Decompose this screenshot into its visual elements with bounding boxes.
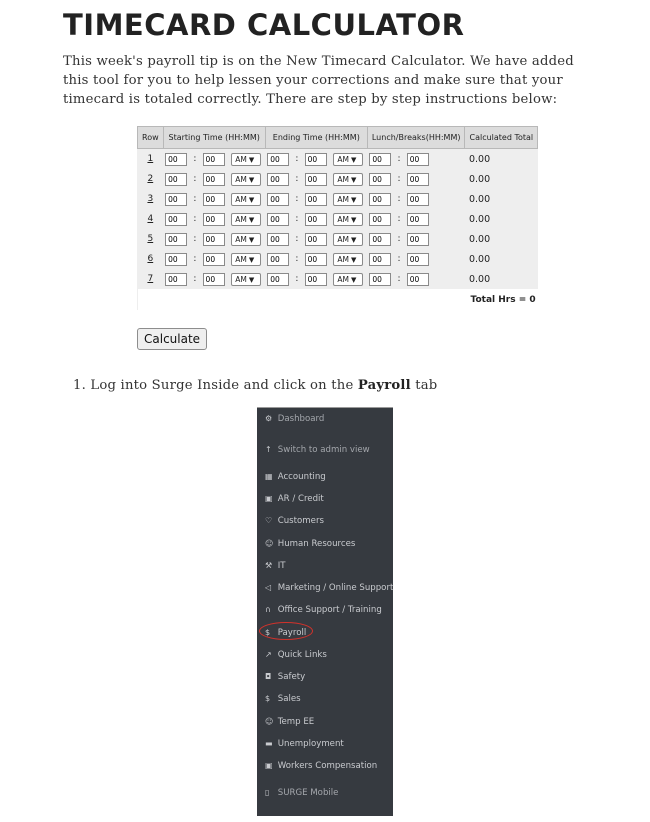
colon-separator: : <box>295 174 299 184</box>
bullhorn-icon: ◁ <box>265 583 272 592</box>
start-time-minutes-input[interactable] <box>203 193 225 206</box>
chevron-down-icon: ▼ <box>248 275 255 284</box>
payroll-highlight-circle <box>259 622 313 640</box>
wrench-icon: ⚒ <box>265 561 273 570</box>
end-time-minutes-input[interactable] <box>305 193 327 206</box>
ampm-value: AM <box>337 274 349 284</box>
start-time-ampm-select[interactable] <box>231 233 261 246</box>
ampm-value: AM <box>337 254 349 264</box>
table-row <box>138 229 538 249</box>
end-time-hours-input[interactable] <box>267 233 289 246</box>
row-number-link[interactable]: 4 <box>147 214 154 224</box>
end-time-ampm-select[interactable] <box>333 253 363 266</box>
calculated-total: 0.00 <box>468 273 491 285</box>
start-time-cell <box>163 249 265 269</box>
sidebar-item-accounting[interactable] <box>265 472 326 482</box>
colon-separator: : <box>397 174 401 184</box>
lunch-break-cell <box>367 209 465 229</box>
step-1 <box>73 378 437 393</box>
row-number-link[interactable]: 1 <box>147 154 154 164</box>
row-number-link[interactable]: 3 <box>147 194 154 204</box>
colon-separator: : <box>193 274 197 284</box>
end-time-hours-input[interactable] <box>267 213 289 226</box>
lunch-break-hours-input[interactable] <box>369 153 391 166</box>
lunch-break-minutes-input[interactable] <box>407 273 429 286</box>
sidebar-item-safety[interactable] <box>265 672 305 682</box>
dollar-icon: $ <box>265 628 271 637</box>
sidebar-item-label: Unemployment <box>277 739 344 749</box>
sidebar-item-marketing-online-support[interactable] <box>265 583 393 593</box>
table-row <box>138 189 538 209</box>
sidebar-item-label: Payroll <box>277 628 307 638</box>
step-number: 1. <box>73 378 86 393</box>
end-time-cell <box>265 149 367 170</box>
start-time-hours-input[interactable] <box>165 153 187 166</box>
lunch-break-cell <box>367 269 465 289</box>
ampm-value: AM <box>235 194 247 204</box>
sidebar-item-ar-credit[interactable] <box>265 494 324 504</box>
lunch-break-cell <box>367 149 465 170</box>
sidebar-item-switch-to-admin-view[interactable] <box>265 445 370 455</box>
sidebar-item-it[interactable] <box>265 561 286 571</box>
end-time-hours-input[interactable] <box>267 153 289 166</box>
end-time-ampm-select[interactable] <box>333 213 363 226</box>
sidebar-item-unemployment[interactable] <box>265 739 344 749</box>
colon-separator: : <box>295 154 299 164</box>
table-row <box>138 149 538 170</box>
medkit-icon: ▣ <box>265 761 273 770</box>
ampm-value: AM <box>337 234 349 244</box>
header-row: Row <box>138 127 164 149</box>
colon-separator: : <box>397 214 401 224</box>
sidebar-item-label: AR / Credit <box>277 494 324 504</box>
colon-separator: : <box>397 274 401 284</box>
ampm-value: AM <box>235 274 247 284</box>
lunch-break-cell <box>367 249 465 269</box>
ampm-value: AM <box>337 214 349 224</box>
lunch-break-hours-input[interactable] <box>369 253 391 266</box>
start-time-cell <box>163 269 265 289</box>
lunch-break-cell <box>367 229 465 249</box>
calculated-total: 0.00 <box>468 213 491 225</box>
calculated-total: 0.00 <box>468 253 491 265</box>
row-number-link[interactable]: 5 <box>147 234 154 244</box>
start-time-ampm-select[interactable] <box>231 193 261 206</box>
sidebar-item-label: IT <box>277 561 286 571</box>
start-time-hours-input[interactable] <box>165 213 187 226</box>
row-number-link[interactable]: 6 <box>147 254 154 264</box>
lunch-break-minutes-input[interactable] <box>407 253 429 266</box>
sidebar-item-label: Dashboard <box>277 414 325 424</box>
start-time-minutes-input[interactable] <box>203 273 225 286</box>
colon-separator: : <box>295 274 299 284</box>
sidebar-item-surge-mobile[interactable] <box>265 788 338 798</box>
sidebar-item-label: Human Resources <box>277 539 356 549</box>
end-time-cell <box>265 209 367 229</box>
end-time-ampm-select[interactable] <box>333 153 363 166</box>
header-calculated-total: Calculated Total <box>465 127 538 149</box>
end-time-hours-input[interactable] <box>267 173 289 186</box>
ampm-value: AM <box>235 154 247 164</box>
mobile-icon: ▯ <box>265 788 270 797</box>
sidebar-item-customers[interactable] <box>265 516 324 526</box>
dashboard-icon: ⚙ <box>265 414 273 423</box>
handshake-icon: ♡ <box>265 516 273 525</box>
start-time-hours-input[interactable] <box>165 173 187 186</box>
sidebar-item-office-support-training[interactable] <box>265 605 382 615</box>
end-time-ampm-select[interactable] <box>333 273 363 286</box>
header-starting-time: Starting Time (HH:MM) <box>163 127 265 149</box>
colon-separator: : <box>295 234 299 244</box>
sidebar-item-label: Switch to admin view <box>277 445 370 455</box>
start-time-hours-input[interactable] <box>165 253 187 266</box>
lunch-break-minutes-input[interactable] <box>407 233 429 246</box>
lunch-break-hours-input[interactable] <box>369 173 391 186</box>
lunch-break-hours-input[interactable] <box>369 193 391 206</box>
sidebar-item-human-resources[interactable] <box>265 539 355 549</box>
end-time-cell <box>265 169 367 189</box>
end-time-ampm-select[interactable] <box>333 193 363 206</box>
table-row <box>138 269 538 289</box>
colon-separator: : <box>295 214 299 224</box>
step-text-after: tab <box>410 378 438 393</box>
ampm-value: AM <box>337 194 349 204</box>
chevron-down-icon: ▼ <box>248 215 255 224</box>
step-text-before: Log into Surge Inside and click on the <box>90 378 358 393</box>
header-lunch-breaks: Lunch/Breaks(HH:MM) <box>367 127 465 149</box>
sidebar-item-label: Sales <box>277 694 301 704</box>
end-time-minutes-input[interactable] <box>305 253 327 266</box>
minus-square-icon: ▬ <box>265 739 273 748</box>
start-time-cell <box>163 209 265 229</box>
calculated-total: 0.00 <box>468 193 491 205</box>
colon-separator: : <box>193 214 197 224</box>
money-icon: ▣ <box>265 494 273 503</box>
lunch-break-hours-input[interactable] <box>369 213 391 226</box>
headset-icon: ∩ <box>265 605 271 614</box>
sidebar-item-label: Office Support / Training <box>277 605 382 615</box>
end-time-cell <box>265 249 367 269</box>
header-ending-time: Ending Time (HH:MM) <box>265 127 367 149</box>
arrow-up-icon: ↑ <box>265 445 272 454</box>
users-icon: ☺ <box>265 717 274 726</box>
start-time-minutes-input[interactable] <box>203 253 225 266</box>
end-time-minutes-input[interactable] <box>305 233 327 246</box>
users-icon: ☺ <box>265 539 274 548</box>
colon-separator: : <box>295 194 299 204</box>
colon-separator: : <box>397 254 401 264</box>
end-time-minutes-input[interactable] <box>305 273 327 286</box>
end-time-minutes-input[interactable] <box>305 153 327 166</box>
colon-separator: : <box>397 234 401 244</box>
step-text-bold: Payroll <box>357 378 411 393</box>
end-time-ampm-select[interactable] <box>333 233 363 246</box>
calculated-total: 0.00 <box>468 233 491 245</box>
start-time-minutes-input[interactable] <box>203 213 225 226</box>
colon-separator: : <box>193 194 197 204</box>
table-row <box>138 209 538 229</box>
total-hours-row <box>138 289 538 310</box>
ampm-value: AM <box>337 154 349 164</box>
sidebar-item-label: Accounting <box>277 472 326 482</box>
start-time-hours-input[interactable] <box>165 233 187 246</box>
colon-separator: : <box>193 174 197 184</box>
end-time-cell <box>265 269 367 289</box>
start-time-cell <box>163 149 265 170</box>
chevron-down-icon: ▼ <box>350 235 357 244</box>
row-number-link[interactable]: 7 <box>147 274 154 284</box>
start-time-hours-input[interactable] <box>165 273 187 286</box>
calculated-total: 0.00 <box>468 173 491 185</box>
page-title: TIMECARD CALCULATOR <box>63 8 465 42</box>
sidebar-item-dashboard[interactable] <box>265 414 324 424</box>
colon-separator: : <box>397 154 401 164</box>
ampm-value: AM <box>235 214 247 224</box>
end-time-hours-input[interactable] <box>267 253 289 266</box>
chevron-down-icon: ▼ <box>350 155 357 164</box>
chevron-down-icon: ▼ <box>350 255 357 264</box>
chevron-down-icon: ▼ <box>248 175 255 184</box>
sidebar-item-label: Quick Links <box>277 650 327 660</box>
intro-paragraph: This week's payroll tip is on the New Timecard Calculator. We have added this tool for you to help lessen your corrections and make sure that your timecard is totaled correctly. There are step by step instructions below: <box>63 54 574 107</box>
start-time-cell <box>163 229 265 249</box>
end-time-ampm-select[interactable] <box>333 173 363 186</box>
chevron-down-icon: ▼ <box>350 195 357 204</box>
row-number-link[interactable]: 2 <box>147 174 154 184</box>
start-time-cell <box>163 169 265 189</box>
shield-icon: ◘ <box>265 672 272 681</box>
chevron-down-icon: ▼ <box>248 155 255 164</box>
start-time-cell <box>163 189 265 209</box>
lunch-break-minutes-input[interactable] <box>407 173 429 186</box>
chevron-down-icon: ▼ <box>350 215 357 224</box>
chevron-down-icon: ▼ <box>350 175 357 184</box>
lunch-break-cell <box>367 169 465 189</box>
lunch-break-minutes-input[interactable] <box>407 213 429 226</box>
chevron-down-icon: ▼ <box>248 235 255 244</box>
calculated-total: 0.00 <box>468 153 491 165</box>
colon-separator: : <box>193 254 197 264</box>
total-hours-label: Total Hrs = 0 <box>138 289 538 310</box>
start-time-ampm-select[interactable] <box>231 273 261 286</box>
surge-inside-sidebar-screenshot <box>257 407 393 816</box>
colon-separator: : <box>193 154 197 164</box>
start-time-ampm-select[interactable] <box>231 213 261 226</box>
colon-separator: : <box>295 254 299 264</box>
table-header-row <box>138 127 538 149</box>
start-time-minutes-input[interactable] <box>203 233 225 246</box>
ampm-value: AM <box>337 174 349 184</box>
lunch-break-minutes-input[interactable] <box>407 193 429 206</box>
start-time-hours-input[interactable] <box>165 193 187 206</box>
chevron-down-icon: ▼ <box>248 195 255 204</box>
lunch-break-minutes-input[interactable] <box>407 153 429 166</box>
end-time-hours-input[interactable] <box>267 193 289 206</box>
table-row <box>138 249 538 269</box>
ampm-value: AM <box>235 174 247 184</box>
sidebar-item-label: Temp EE <box>277 717 315 727</box>
chevron-down-icon: ▼ <box>350 275 357 284</box>
dollar-icon: $ <box>265 694 271 703</box>
sidebar-item-label: Customers <box>277 516 324 526</box>
start-time-minutes-input[interactable] <box>203 173 225 186</box>
ampm-value: AM <box>235 234 247 244</box>
end-time-minutes-input[interactable] <box>305 213 327 226</box>
lunch-break-hours-input[interactable] <box>369 273 391 286</box>
end-time-cell <box>265 189 367 209</box>
sidebar-item-quick-links[interactable] <box>265 650 327 660</box>
start-time-ampm-select[interactable] <box>231 173 261 186</box>
start-time-ampm-select[interactable] <box>231 253 261 266</box>
sidebar-item-workers-compensation[interactable] <box>265 761 377 771</box>
end-time-cell <box>265 229 367 249</box>
lunch-break-hours-input[interactable] <box>369 233 391 246</box>
sidebar-item-sales[interactable] <box>265 694 301 704</box>
sidebar-item-temp-ee[interactable] <box>265 717 314 727</box>
ampm-value: AM <box>235 254 247 264</box>
table-row <box>138 169 538 189</box>
sidebar-item-label: Safety <box>277 672 306 682</box>
external-link-icon: ↗ <box>265 650 272 659</box>
lunch-break-cell <box>367 189 465 209</box>
colon-separator: : <box>397 194 401 204</box>
sidebar-item-label: Workers Compensation <box>277 761 378 771</box>
timecard-calculator-table <box>137 126 538 310</box>
calculator-icon: ▦ <box>265 472 273 481</box>
end-time-minutes-input[interactable] <box>305 173 327 186</box>
calculate-button[interactable]: Calculate <box>137 328 207 350</box>
end-time-hours-input[interactable] <box>267 273 289 286</box>
start-time-minutes-input[interactable] <box>203 153 225 166</box>
chevron-down-icon: ▼ <box>248 255 255 264</box>
sidebar-item-label: SURGE Mobile <box>277 788 339 798</box>
sidebar-item-label: Marketing / Online Support <box>277 583 394 593</box>
start-time-ampm-select[interactable] <box>231 153 261 166</box>
colon-separator: : <box>193 234 197 244</box>
